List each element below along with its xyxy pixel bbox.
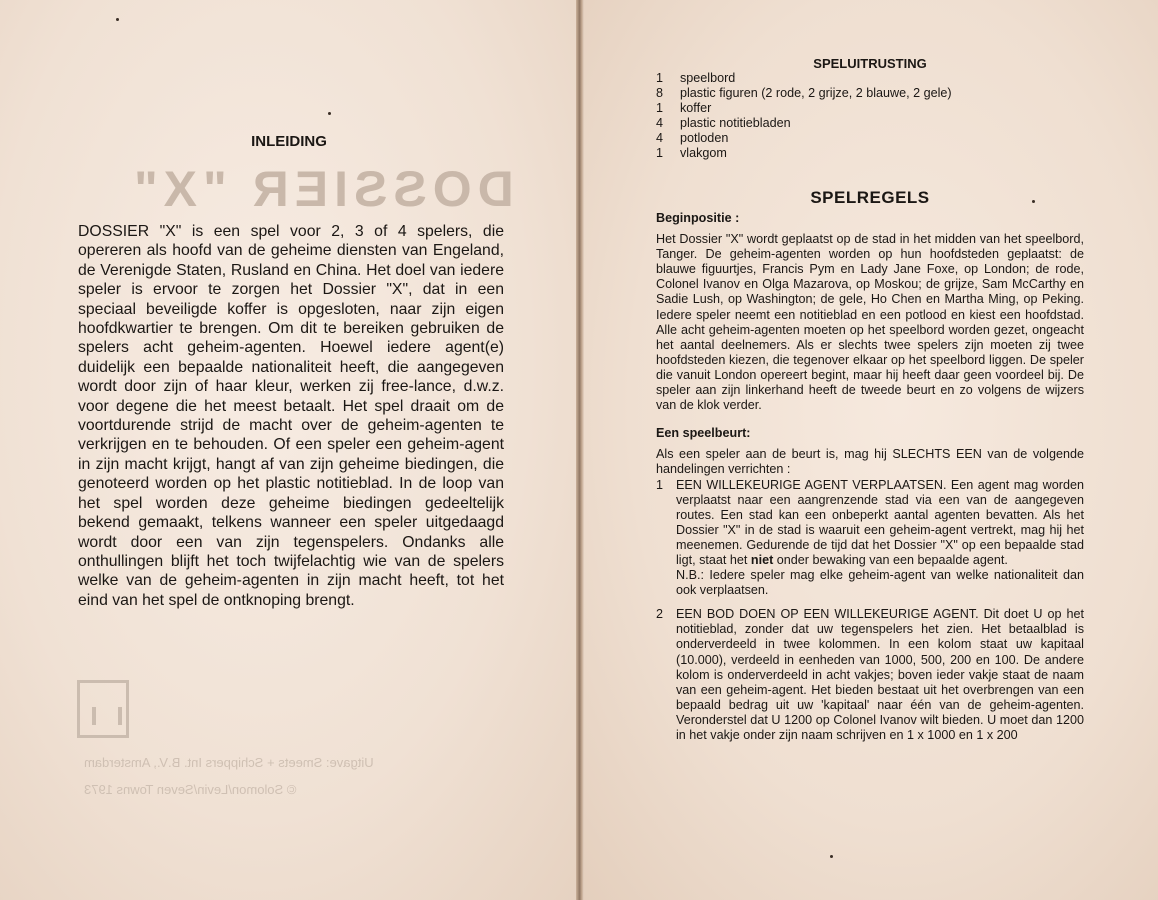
paper-speck bbox=[830, 855, 833, 858]
equipment-item bbox=[656, 116, 1084, 131]
turn-intro: Als een speler aan de beurt is, mag hij SLECHTS EEN van de volgende handelingen verrichten : bbox=[656, 447, 1084, 477]
equipment-qty: 1 bbox=[656, 71, 664, 85]
equipment-qty: 1 bbox=[656, 101, 664, 116]
start-position-title: Beginpositie : bbox=[656, 211, 740, 225]
intro-paragraph: DOSSIER "X" is een spel voor 2, 3 of 4 spelers, die opereren als hoofd van de geheime diensten van Engeland, de Verenigde Staten, Rusland en China. Het doel van iedere speler is ervoor te zorgen het Dossier "X", dat in een speciaal beveiligde koffer is opgesloten, naar zijn eigen hoofdkwartier te brengen. Om dit te bereiken gebruiken de spelers acht geheim-agenten. Hoewel iedere agent(e) duidelijk een bepaalde nationaliteit heeft, die aangegeven wordt door zijn of haar kleur, werken zij free-lance, d.w.z. voor degene die het meest betaalt. Het spel draait om de voortdurende strijd de macht over de geheim-agenten te verkrijgen en te behouden. Of een speler een geheim-agent in zijn macht krijgt, hangt af van zijn geheime biedingen, die genoteerd worden op het plastic notitieblad. In de loop van het spel worden deze geheime biedingen gedeeltelijk bekend gemaakt, telkens wanneer een speler uitgedaagd wordt door een van zijn tegenspelers. Ondanks alle onthullingen blijft het toch twijfelachtig wie van de spelers welke van de geheim-agenten in zijn macht heeft, tot het eind van het spel de ontknoping brengt. bbox=[78, 223, 504, 609]
equipment-item bbox=[656, 131, 1084, 146]
intro-heading: INLEIDING bbox=[251, 133, 327, 150]
turn-option-bid bbox=[656, 607, 1084, 743]
equipment-item bbox=[656, 86, 1084, 101]
ghost-publisher-line: Uitgave: Smeets + Schippers Int. B.V., Amsterdam bbox=[84, 755, 374, 770]
move-rule-text: EEN WILLEKEURIGE AGENT VERPLAATSEN. Een agent mag worden verplaatst naar een aangrenzende stad via een van de aangegeven routes. Een stad kan een onbeperkt aantal agenten bevatten. Als het Dossier "X" in de stad is waaruit een geheim-agent vertrekt, mag hij het meenemen. Gedurende de tijd dat het Dossier "X" op een bepaalde stad ligt, staat het bbox=[676, 477, 1084, 567]
paper-speck bbox=[328, 112, 331, 115]
equipment-name: vlakgom bbox=[680, 146, 727, 161]
equipment-qty: 4 bbox=[656, 116, 664, 131]
equipment-qty: 1 bbox=[656, 146, 664, 161]
equipment-qty: 8 bbox=[656, 86, 664, 101]
equipment-name: plastic figuren (2 rode, 2 grijze, 2 blauwe, 2 gele) bbox=[680, 86, 952, 101]
option-number: 2 bbox=[656, 607, 664, 622]
paper-speck bbox=[1032, 200, 1035, 203]
equipment-qty: 4 bbox=[656, 131, 664, 146]
equipment-name: potloden bbox=[680, 131, 729, 146]
move-rule-emphasis: niet bbox=[750, 552, 774, 567]
bid-rule-text: EEN BOD DOEN OP EEN WILLEKEURIGE AGENT. Dit doet U op het notitieblad, zonder dat uw tegenspelers het zien. Het betaalblad is onderverdeeld in twee kolommen. In een kolom staat uw kapitaal (10.000), verdeeld in eenheden van 1000, 500, 200 en 100. De andere kolom is onderverdeeld in acht vakjes; boven ieder vakje staat de naam van een geheim-agent. Het bieden bestaat uit het overbrengen van een bepaald bedrag uit uw 'kapitaal' naar één van de geheim-agenten. Veronderstel dat U 1200 op Colonel Ivanov wilt bieden. U moet dan 1200 in het vakje onder zijn naam schrijven en 1 x 1000 en 1 x 200 bbox=[676, 607, 1084, 742]
ghost-dossier-title: DOSSIER "X" bbox=[128, 161, 514, 217]
equipment-item bbox=[656, 146, 1084, 161]
paper-speck bbox=[116, 18, 119, 21]
option-number: 1 bbox=[656, 477, 664, 492]
equipment-item bbox=[656, 101, 1084, 116]
equipment-item bbox=[656, 71, 1084, 86]
turn-title: Een speelbeurt: bbox=[656, 426, 751, 441]
start-position-text: Het Dossier "X" wordt geplaatst op de stad in het midden van het speelbord, Tanger. De geheim-agenten worden op hun hoofdsteden geplaatst: de blauwe figuurtjes, Francis Pym en Lady Jane Foxe, op London; de rode, Colonel Ivanov en Olga Mazarova, op Moskou; de grijze, Sam McCarthy en Sadie Lush, op Washington; de gele, Ho Chen en Martha Ming, op Peking. Iedere speler neemt een notitieblad en een potlood en kiest een hoofdstad. Alle acht geheim-agenten moeten op het speelbord worden gezet, ongeacht het aantal deelnemers. Als er slechts twee spelers zijn moeten zij twee hoofdsteden kiezen, die tegenover elkaar op het speelbord liggen. De speler die vanuit London opereert begint, maar hij heeft daar geen voordeel bij. De speler aan zijn linkerhand heeft de tweede beurt en zo volgens de wijzers van de klok verder. bbox=[656, 232, 1084, 413]
equipment-name: speelbord bbox=[680, 71, 736, 85]
equipment-list bbox=[656, 71, 1084, 162]
rules-heading: SPELREGELS bbox=[810, 188, 930, 207]
move-rule-text-end: onder bewaking van een bepaalde agent. bbox=[773, 552, 1008, 567]
equipment-name: koffer bbox=[680, 101, 712, 116]
turn-option-move bbox=[656, 478, 1084, 599]
move-rule-note: N.B.: Iedere speler mag elke geheim-agent van welke nationaliteit dan ook verplaatsen. bbox=[676, 568, 1084, 598]
ghost-copyright-line: © Solomon/Levin/Seven Towns 1973 bbox=[84, 782, 297, 797]
equipment-name: plastic notitiebladen bbox=[680, 116, 791, 131]
equipment-heading: SPELUITRUSTING bbox=[813, 56, 927, 71]
rules-body bbox=[656, 211, 1084, 743]
ghost-logo-icon bbox=[77, 680, 129, 738]
